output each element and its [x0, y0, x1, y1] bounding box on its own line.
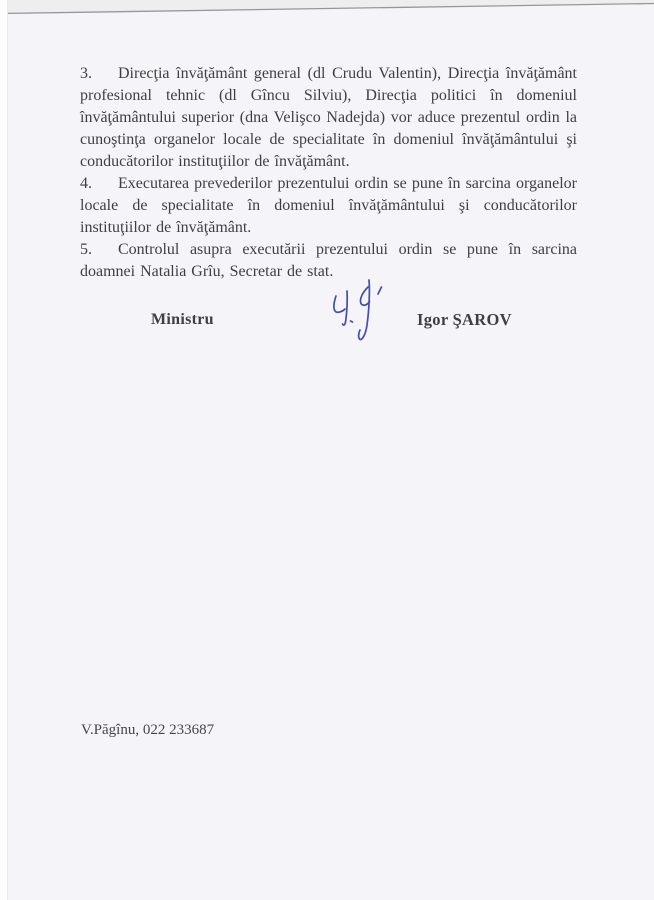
- handwritten-signature-icon: [324, 277, 394, 355]
- scan-page-top-edge: [0, 0, 654, 20]
- paragraph-text: Executarea prevederilor prezentului ordin se pune în sarcina organelor locale de specialitate în domeniul învăţământului şi conducătorilor instituţiilor de învăţământ.: [80, 175, 577, 236]
- scan-left-edge: [0, 0, 8, 900]
- order-text-block: [80, 63, 577, 283]
- minister-title-label: Ministru: [151, 311, 214, 328]
- paragraph-number: 3.: [80, 65, 92, 82]
- paragraph-number: 4.: [80, 175, 92, 192]
- paragraph-text: Controlul asupra executării prezentului ordin se pune în sarcina doamnei Natalia Grîu, Secretar de stat.: [80, 241, 577, 280]
- paragraph-number: 5.: [80, 241, 92, 258]
- footer-contact: V.Păgînu, 022 233687: [81, 722, 215, 738]
- paragraph-text: Direcţia învăţământ general (dl Crudu Valentin), Direcţia învăţământ profesional tehnic (dl Gîncu Silviu), Direcţia politici în domeniul învăţământului superior (dna Velişco Nadejda) vor aduce prezentul ordin la cunoştinţa organelor locale de specialitate în domeniul învăţământului şi conducătorilor instituţiilor de învăţământ.: [80, 65, 577, 170]
- minister-name-label: Igor ŞAROV: [417, 310, 512, 329]
- order-paragraph-3: [80, 63, 577, 173]
- order-paragraph-4: [80, 173, 577, 239]
